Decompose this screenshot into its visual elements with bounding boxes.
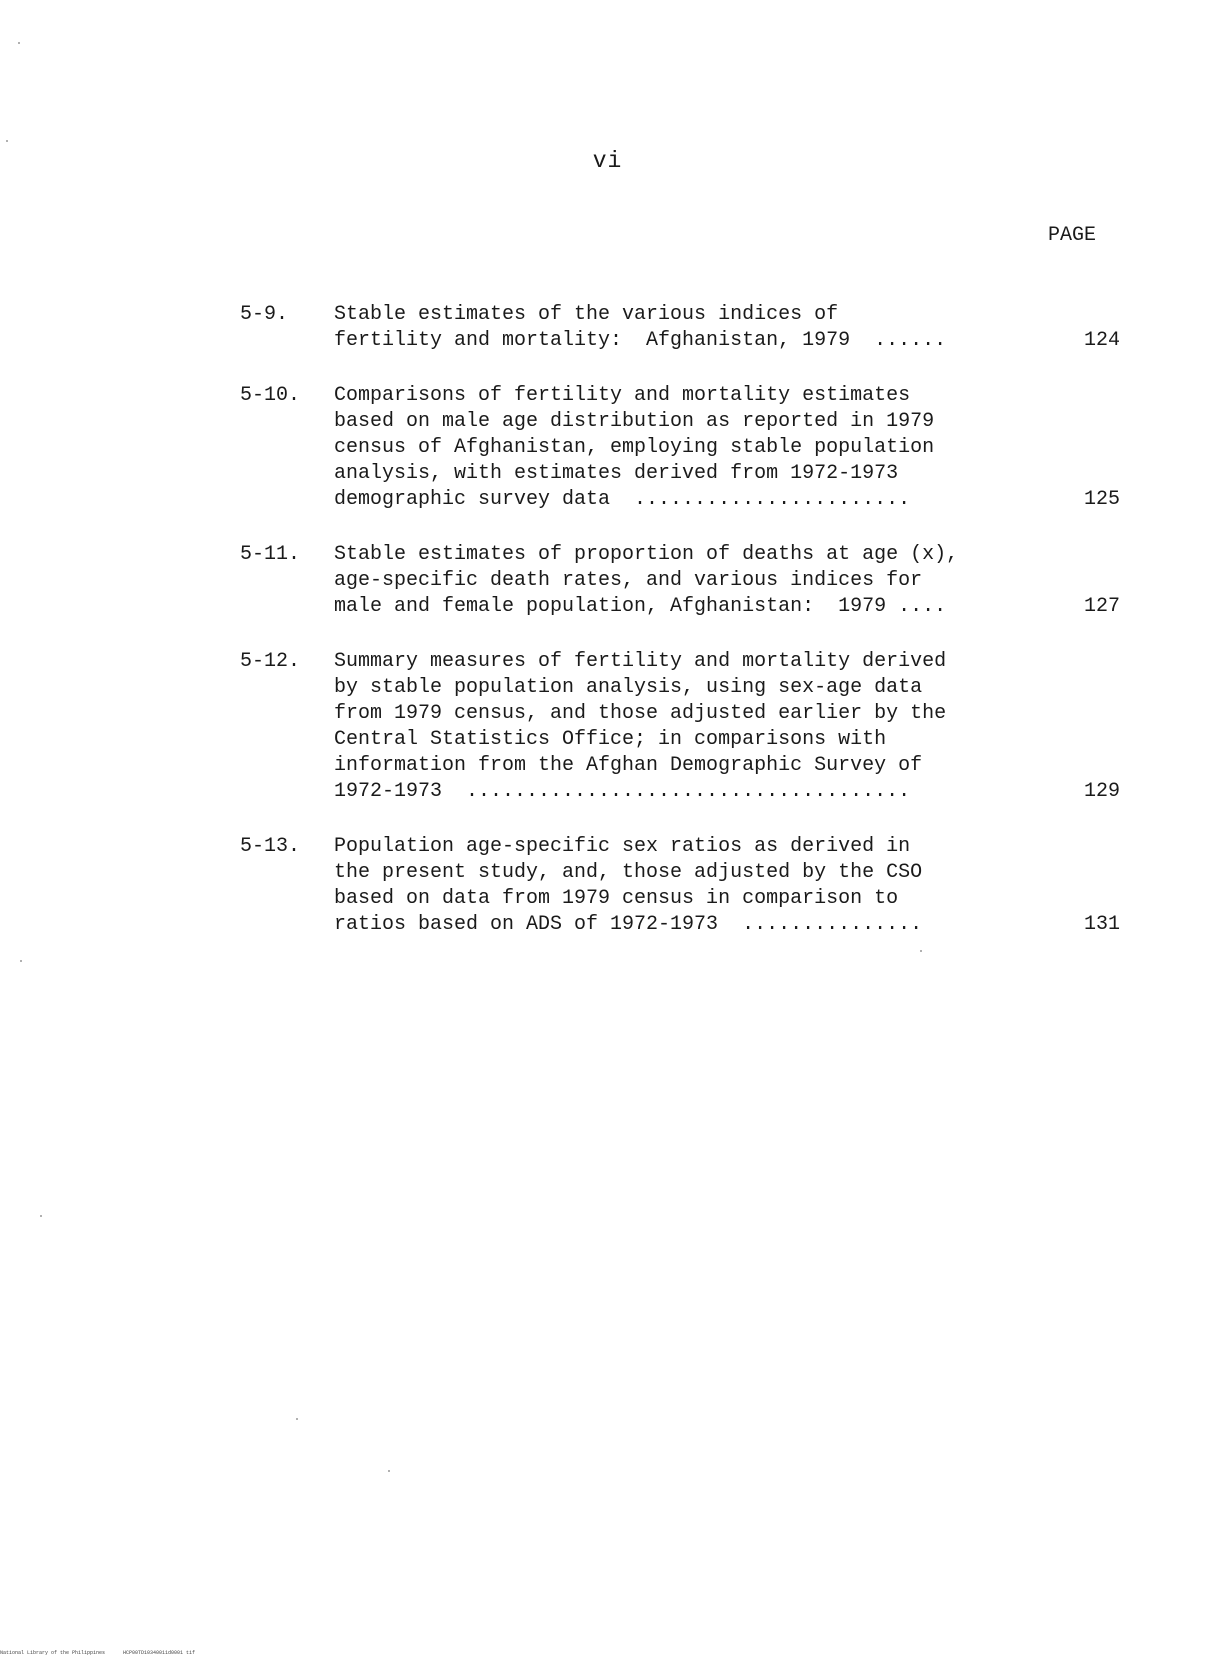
- entry-line: Stable estimates of the various indices of: [334, 303, 839, 326]
- entry-line: ratios based on ADS of 1972-1973 ...............: [334, 913, 923, 936]
- entry-line: information from the Afghan Demographic Survey of: [334, 754, 923, 777]
- table-of-contents: [240, 302, 1120, 967]
- scan-speck: [920, 950, 922, 952]
- entry-line: Summary measures of fertility and mortality derived: [334, 650, 947, 673]
- entry-number: 5-10.: [240, 384, 301, 407]
- toc-entry: [240, 383, 1120, 513]
- entry-number: 5-13.: [240, 835, 301, 858]
- entry-line: based on male age distribution as reported in 1979: [334, 410, 935, 433]
- scan-speck: [18, 42, 20, 44]
- entry-line: fertility and mortality: Afghanistan, 1979 ......: [334, 329, 947, 352]
- entry-number: 5-12.: [240, 650, 301, 673]
- entry-line: male and female population, Afghanistan: 1979 ....: [334, 595, 947, 618]
- entry-line: Central Statistics Office; in comparisons with: [334, 728, 887, 751]
- entry-line: based on data from 1979 census in comparison to: [334, 887, 899, 910]
- scan-footer: National Library of the Philippines HCP00TD10340011d0001 tif: [0, 1650, 196, 1656]
- entry-line: census of Afghanistan, employing stable population: [334, 436, 935, 459]
- toc-entry: [240, 649, 1120, 805]
- entry-line: from 1979 census, and those adjusted earlier by the: [334, 702, 947, 725]
- entry-title: [334, 649, 1014, 805]
- scan-speck: [296, 1418, 298, 1420]
- entry-title: [334, 542, 1014, 620]
- page-column-header: PAGE: [1048, 224, 1097, 247]
- entry-line: Population age-specific sex ratios as derived in: [334, 835, 911, 858]
- entry-number: 5-11.: [240, 543, 301, 566]
- entry-page-number: 131: [1083, 913, 1120, 936]
- page-number: vi: [592, 148, 623, 174]
- entry-title: [334, 383, 1014, 513]
- entry-number: 5-9.: [240, 303, 289, 326]
- entry-line: by stable population analysis, using sex-age data: [334, 676, 923, 699]
- entry-line: demographic survey data .......................: [334, 488, 911, 511]
- entry-line: Stable estimates of proportion of deaths at age (x),: [334, 543, 959, 566]
- entry-page-number: 127: [1083, 595, 1120, 618]
- entry-line: Comparisons of fertility and mortality estimates: [334, 384, 911, 407]
- entry-line: age-specific death rates, and various indices for: [334, 569, 923, 592]
- entry-title: [334, 834, 1014, 938]
- entry-title: [334, 302, 1014, 354]
- entry-line: the present study, and, those adjusted by the CSO: [334, 861, 923, 884]
- scan-speck: [6, 140, 8, 142]
- entry-line: analysis, with estimates derived from 1972-1973: [334, 462, 899, 485]
- scan-speck: [388, 1470, 390, 1472]
- toc-entry: [240, 302, 1120, 354]
- scan-speck: [40, 1215, 42, 1217]
- scan-speck: [20, 960, 22, 962]
- toc-entry: [240, 834, 1120, 938]
- entry-page-number: 129: [1083, 780, 1120, 803]
- entry-page-number: 124: [1083, 329, 1120, 352]
- entry-page-number: 125: [1083, 488, 1120, 511]
- toc-entry: [240, 542, 1120, 620]
- entry-line: 1972-1973 .....................................: [334, 780, 911, 803]
